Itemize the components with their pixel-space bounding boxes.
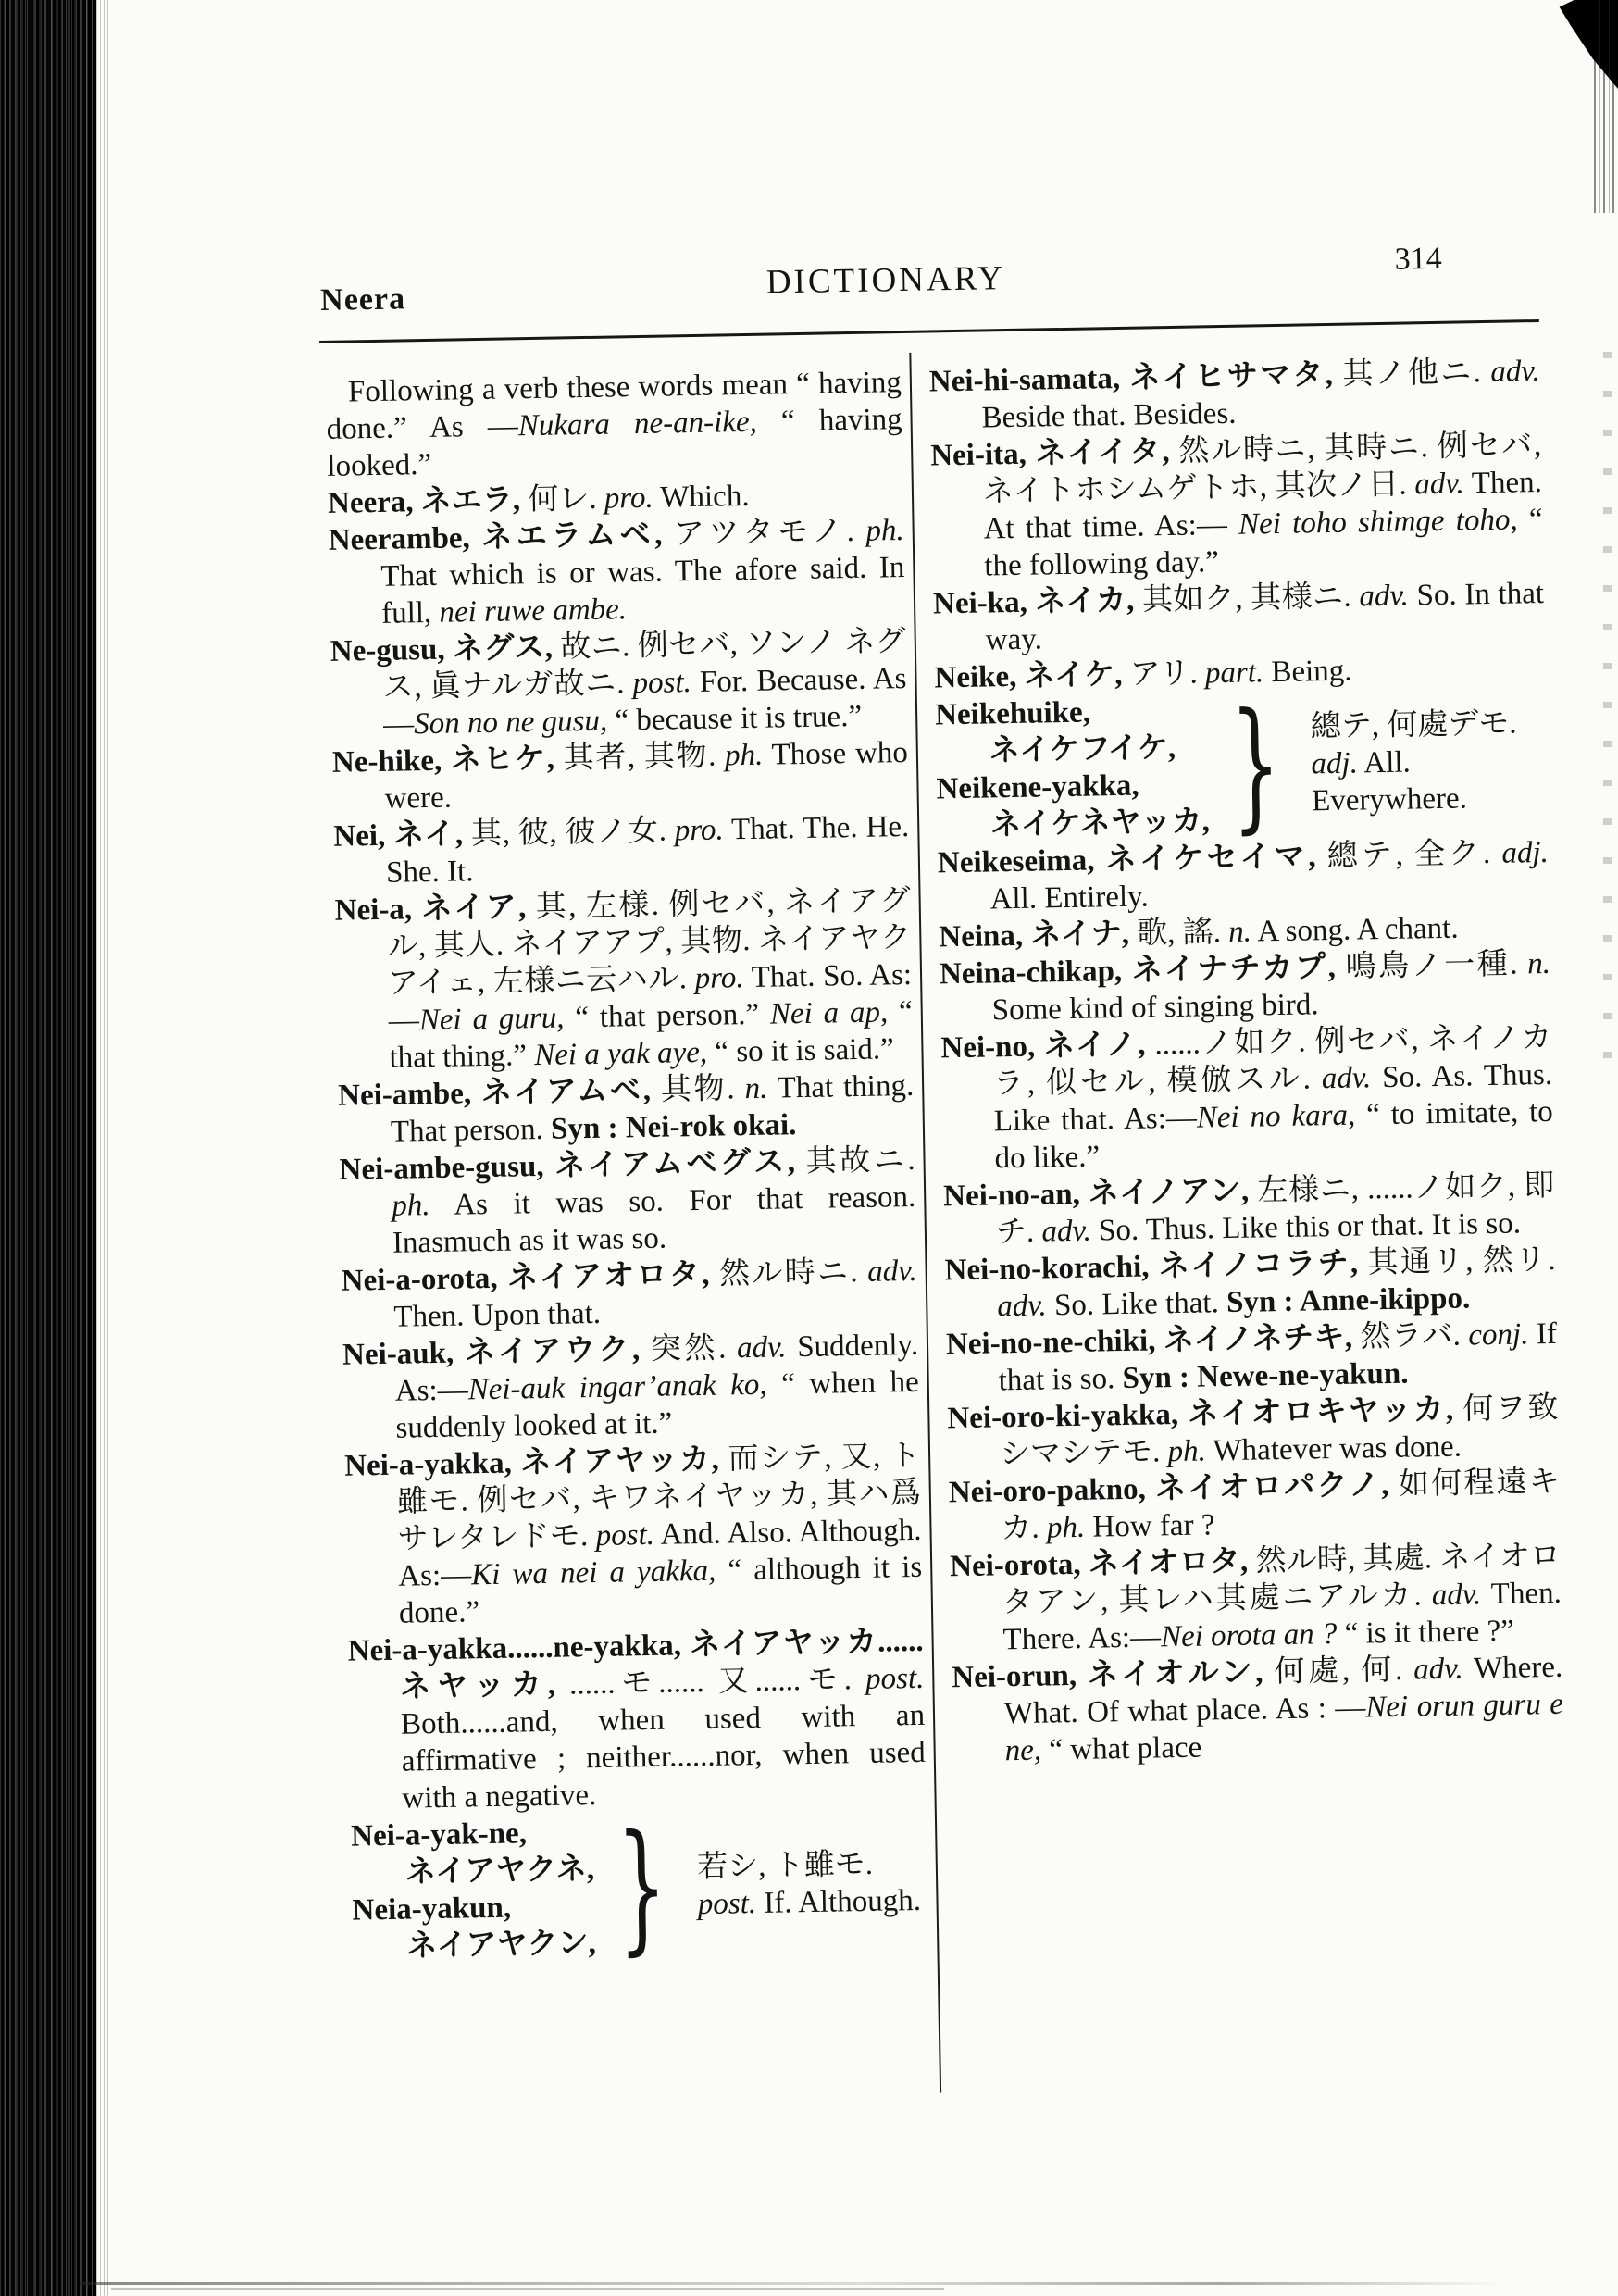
text-run: “ when he suddenly looked at it.” [395,1365,920,1445]
text-run: pro. [604,480,653,516]
dictionary-entry [943,1167,1555,1253]
text-run: part. [1204,655,1264,691]
text-run: Nei-a-orota, ネイアオロタ, [341,1257,720,1298]
text-run: Neikeseima, ネイケセイマ, [937,840,1328,880]
text-run: “ is it there ?” [1337,1614,1515,1652]
text-run: “ that person.” [564,997,771,1035]
text-run: アリ. [1129,656,1206,692]
headword-line: Neia-yakun, [352,1890,512,1928]
text-run: Nei-no-ne-chiki, ネイノネチキ, [945,1320,1361,1362]
text-run: Neerambe, ネエラムベ, [328,518,675,557]
text-run: “ although it is done.” [398,1550,923,1630]
text-run: adv. [866,1254,917,1289]
text-run: Neera, ネエラ, [327,483,529,520]
text-run: 其者, 其物. [563,739,726,776]
text-run: Neike, ネイケ, [934,657,1131,695]
headword-line: ネイアヤクン, [405,1927,597,1964]
dictionary-entry-braced [934,681,1549,847]
text-run: 其, 左様. 例セバ, ネイアグル, 其人. ネイアアプ, 其物. ネイアヤクアイェ, 左様ニ云ハル. [387,883,912,1001]
text-run: 其如ク, 其様ニ. [1141,580,1360,618]
text-run: n. [744,1071,768,1106]
shared-definition [1301,705,1548,820]
text-run: Ne-gusu, ネグス, [330,630,561,668]
text-run: Nei-a-yakka......ne-yakka, ネイアヤッカ......ネヤッカ, [347,1624,924,1704]
text-run: Then. At that time. As:— [983,465,1543,546]
text-run: Nei orun guru e ne, [1004,1687,1564,1768]
headword-group [351,1814,596,1966]
headword-line: Neikene-yakka, [936,768,1139,806]
text-run: Nei-no, ネイノ, [940,1028,1155,1066]
text-run: Whatever was done. [1205,1429,1462,1468]
dictionary-entry [933,575,1545,660]
text-run: If that is so. [998,1316,1558,1398]
text-run: Nei-ambe, ネイアムベ, [337,1073,662,1113]
text-run: 然ラバ. [1360,1318,1469,1354]
text-run: ph. [724,738,764,773]
text-run: That. The. He. She. It. [385,809,910,890]
text-run: post. [632,666,692,701]
dictionary-entry [940,945,1551,1030]
text-run: Syn : Newe-ne-yakun. [1122,1356,1409,1396]
text-run: Those who were. [384,735,909,816]
dictionary-entry [339,1142,916,1263]
text-run: ......ノ如ク. 例セバ, ネイノカラ, 似セル, 模倣スル. [992,1020,1552,1102]
dictionary-entry [929,353,1541,438]
page-number: 314 [1394,241,1442,277]
text-run: Nei-auk, ネイアウク, [342,1332,652,1372]
text-run: post. [697,1887,757,1922]
scan-artifact-bottom-line-2 [111,2288,944,2290]
shared-definition [688,1845,928,1924]
text-run: adv. [1490,354,1541,389]
text-run: 如何程遠キカ. [1001,1465,1561,1546]
dictionary-entry [328,512,905,633]
text-run: 其故ニ. [805,1142,915,1179]
text-run: 其通リ, 然リ. [1367,1242,1556,1280]
text-run: Neina, ネイナ, [939,917,1138,955]
text-run: Nei-ita, ネイイタ, [929,434,1179,473]
text-run: adv. [736,1330,787,1366]
text-run: adj. [1501,835,1550,870]
text-run: Some kind of singing bird. [991,988,1319,1028]
left-column [326,364,929,1969]
dictionary-entry [944,1242,1556,1327]
dictionary-entry [940,1019,1554,1178]
dictionary-entry [333,808,910,892]
brace-glyph: } [1228,681,1282,847]
text-run: Nei, ネイ, [333,817,472,854]
dictionary-entry-braced [350,1803,929,1969]
text-run: Nei-orun, ネイオルン, [951,1655,1275,1695]
text-run: Nei-a, ネイア, [334,891,537,928]
text-run: adv. [1359,579,1410,614]
text-run: Nei-oro-pakno, ネイオロパクノ, [948,1467,1400,1510]
text-run: “ what place [1040,1730,1202,1767]
text-run: “ so it is said.” [706,1032,895,1069]
text-run: 何處, 何. [1274,1653,1414,1690]
dictionary-entry [334,882,913,1078]
dictionary-entry [338,1067,915,1152]
dictionary-entry [930,427,1544,585]
text-run: For. Because. As — [382,661,907,742]
text-run: 其ノ他ニ. [1342,355,1491,392]
text-run: 然ル時, 其處. ネイオロタアン, 其レハ其處ニアルカ. [1002,1539,1562,1620]
text-run: 故ニ. 例セバ, ソンノ ネグス, 眞ナルガ故ニ. [382,624,907,705]
text-run: Nei-hi-samata, ネイヒサマタ, [928,357,1343,399]
text-run: 然ル時ニ. [718,1254,868,1292]
text-run: Syn : Nei-rok okai. [550,1108,797,1146]
dictionary-entry [948,1464,1560,1549]
text-run: adv. [1413,1652,1463,1687]
text-run: Nei a guru, [418,1001,565,1038]
text-run: adv. [1413,467,1465,502]
text-run: Nei-ka, ネイカ, [932,583,1143,621]
text-run: Nei-no-korachi, ネイノコラチ, [944,1246,1368,1288]
text-run: Son no ne gusu, [413,704,608,742]
text-run: Both......and, when used with an affirmative ; neither......nor, when used with a negative. [400,1698,927,1816]
text-run: Nei orota an ? [1160,1617,1338,1654]
text-run: Then. Upon that. [393,1296,602,1334]
right-column [929,353,1564,1770]
text-run: アツタモノ. [673,514,866,552]
headword-group [935,692,1210,844]
text-run: ph. [392,1189,430,1223]
text-run: How far ? [1084,1508,1215,1544]
dictionary-entry [952,1649,1564,1771]
text-run: Nei no kara, [1196,1098,1356,1135]
text-run: Ne-hike, ネヒケ, [331,742,565,780]
text-run: post. [865,1661,925,1696]
text-run: That which is or was. The afore said. In full, [380,551,905,630]
text-run: Nei-no-an, ネイノアン, [942,1174,1258,1214]
text-run: Where. What. Of what place. As : — [1003,1650,1563,1731]
scan-artifact-bottom-line [80,2282,1505,2285]
text-run: Nukara ne-an-ike, [517,405,758,443]
brace-glyph: } [616,1803,668,1969]
text-run: Nei-a-yakka, ネイアヤッカ, [343,1442,728,1483]
text-run: adv. [1041,1214,1092,1249]
text-run: 其物. [660,1072,745,1107]
text-run: adv. [1431,1578,1482,1613]
text-run: Nei toho shimge toho, [1238,503,1518,542]
text-run: Which. [653,479,750,515]
scan-artifact-streaks [1594,0,1618,213]
text-run: “ to imitate, to do like.” [994,1094,1554,1176]
text-run: A song. A chant. [1251,911,1459,949]
text-run: So. In that way. [985,576,1545,657]
dictionary-entry [332,734,909,818]
text-run: Being. [1263,654,1352,690]
headword-line: Nei-a-yak-ne, [350,1816,528,1853]
dictionary-entry [347,1623,926,1818]
text-run: 其, 彼, 彼ノ女. [470,814,676,852]
text-run: pro. [694,961,744,996]
continuation-paragraph [326,364,903,485]
text-run: “ that thing.” [389,994,914,1075]
text-run: n. [1227,915,1252,949]
text-run: ph. [1046,1510,1086,1545]
text-run: Nei-auk ingar’anak ko, [467,1367,767,1407]
text-run: 總テ, 全ク. [1326,836,1502,874]
text-run: n. [1526,946,1551,981]
text-run: 左様ニ, ......ノ如ク, 即チ. [995,1168,1555,1250]
text-run: Syn : Anne-ikippo. [1226,1281,1471,1320]
text-run: adv. [1321,1061,1372,1096]
dictionary-entry [344,1438,923,1633]
dictionary-entry [342,1327,920,1448]
headword-line: ネイケフイケ, [989,730,1176,768]
text-run: As it was so. For that reason. Inasmuch as it was so. [392,1179,916,1260]
text-run: Nei-orota, ネイオロタ, [949,1544,1256,1584]
binding-shadow-fade [96,0,109,2296]
text-run: 而シテ, 又, ト雖モ. 例セバ, キワネイヤッカ, 其ハ爲サレタレドモ. [396,1439,922,1556]
text-run: If. Although. [755,1883,922,1921]
text-run: “ the following day.” [984,502,1543,583]
text-run: That. So. As:— [388,957,913,1038]
text-run: 然ル時ニ, 其時ニ. 例セバ, ネイトホシムゲトホ, 其次ノ日. [982,428,1542,509]
text-run: Beside that. Besides. [981,396,1237,435]
dictionary-entry [950,1538,1562,1660]
text-run: “ having looked.” [327,403,902,483]
page-title: DICTIONARY [765,259,1006,302]
text-run: Then. There. As:— [1002,1576,1562,1657]
text-run: Following a verb these words mean “ having done.” As — [326,366,902,446]
text-run: 若シ, ト雖モ. [696,1847,874,1885]
text-run: 突然. [650,1331,738,1366]
scan-artifact-edge-dashes [1603,352,1612,1074]
text-run: Nei a yak aye, [533,1035,708,1073]
text-run: And. Also. Although. As:— [397,1513,922,1593]
text-run: ph. [1167,1434,1207,1469]
dictionary-entry [330,623,908,744]
header-rule [319,319,1539,343]
text-run: So. As. Thus. Like that. As:— [993,1057,1553,1139]
running-headword: Neera [319,281,406,318]
headword-line: Neikehuike, [934,695,1091,732]
text-run: pro. [674,813,725,848]
text-run: ph. [865,514,905,548]
text-run: Nei a ap, [769,995,889,1031]
text-run: All. Entirely. [989,880,1150,917]
headword-line: ネイケネヤッカ, [989,805,1211,842]
text-run: post. [595,1517,655,1553]
text-run: Ki wa nei a yakka, [470,1554,716,1592]
text-run: adv. [997,1289,1048,1324]
text-run: Neina-chikap, ネイナチカプ, [939,950,1346,992]
dictionary-entry [946,1316,1558,1401]
text-run: All. Everywhere. [1311,745,1468,818]
text-run: 鳴鳥ノ一種. [1345,947,1528,984]
text-run: conj. [1468,1317,1529,1353]
headword-line: ネイアヤクネ, [404,1853,595,1890]
text-run: 歌, 謠. [1136,915,1229,951]
binding-shadow [0,0,96,2296]
text-run: That thing. That person. [390,1068,915,1149]
text-run: nei ruwe ambe. [439,593,628,630]
text-run: Nei-oro-ki-yakka, ネイオロキヤッカ, [947,1392,1463,1436]
text-run: So. Thus. Like this or that. It is so. [1090,1206,1522,1248]
text-run: adj. [1311,746,1359,781]
text-run: ......モ...... 又......モ. [568,1662,866,1702]
text-run: Nei-ambe-gusu, ネイアムベグス, [339,1144,807,1187]
text-run: “ because it is true.” [606,699,863,738]
text-run: Suddenly. As:— [394,1328,919,1408]
text-run: 總テ, 何處デモ. [1310,706,1517,744]
text-run: 何レ. [528,481,605,518]
text-run: 何ヲ致シマシテモ. [999,1391,1559,1472]
dictionary-entry [947,1390,1559,1475]
text-run: So. Like that. [1046,1286,1227,1323]
printed-page-content [317,238,1575,2240]
dictionary-entry [341,1253,917,1337]
